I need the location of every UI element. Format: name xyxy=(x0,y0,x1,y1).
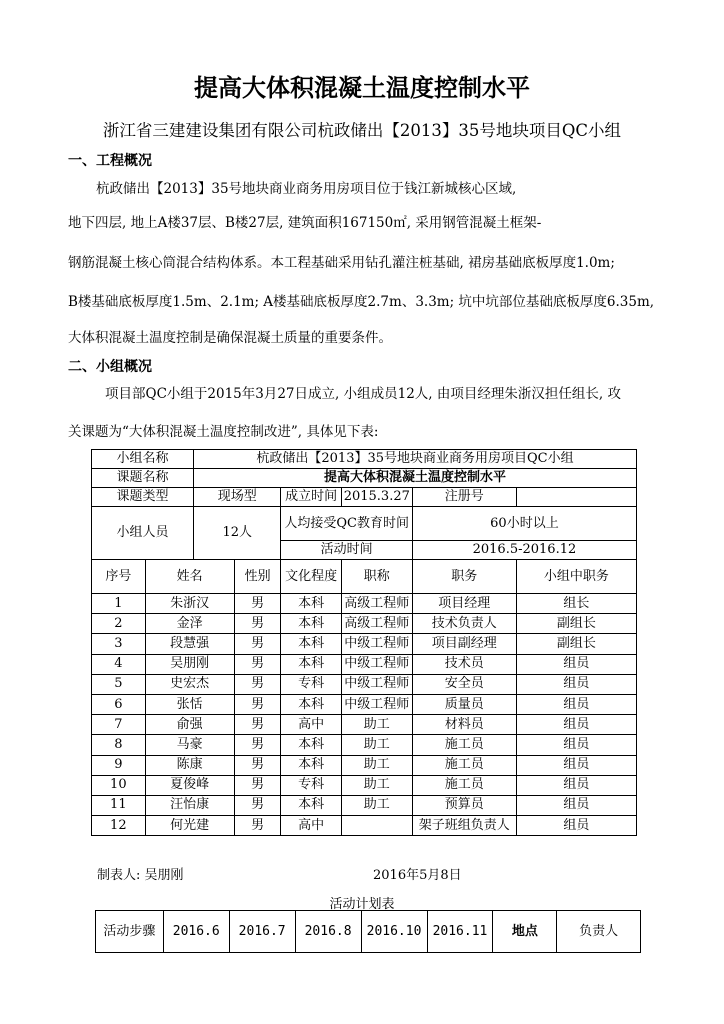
member-position: 施工员 xyxy=(412,775,516,795)
member-position: 项目副经理 xyxy=(412,634,516,654)
table-row xyxy=(92,755,637,775)
member-position: 质量员 xyxy=(412,694,516,714)
row-no: 5 xyxy=(92,674,146,694)
col-header-gender: 性别 xyxy=(234,560,281,594)
section1-line-4: B楼基础底板厚度1.5m、2.1m; A楼基础底板厚度2.7m、3.3m; 坑中坑部位基础底板厚度6.35m, xyxy=(68,294,655,310)
member-education: 本科 xyxy=(281,594,341,614)
plan-title: 活动计划表 xyxy=(329,897,395,912)
plan-date: 2016.7 xyxy=(229,911,295,953)
member-group-role: 副组长 xyxy=(516,634,636,654)
group-table xyxy=(91,449,637,836)
member-group-role: 组员 xyxy=(516,654,636,674)
table-row xyxy=(92,735,637,755)
members-label: 小组人员 xyxy=(92,507,194,560)
member-education: 专科 xyxy=(281,674,341,694)
member-title: 高级工程师 xyxy=(341,614,412,634)
row-no: 7 xyxy=(92,715,146,735)
training-label: 人均接受QC教育时间 xyxy=(281,507,412,541)
member-group-role: 组员 xyxy=(516,795,636,815)
member-gender: 男 xyxy=(234,775,281,795)
member-name: 陈康 xyxy=(145,755,234,775)
member-name: 夏俊峰 xyxy=(145,775,234,795)
member-gender: 男 xyxy=(234,715,281,735)
member-title: 中级工程师 xyxy=(341,634,412,654)
col-header-no: 序号 xyxy=(92,560,146,594)
col-header-group-role: 小组中职务 xyxy=(516,560,636,594)
plan-date: 2016.10 xyxy=(361,911,427,953)
page-title: 提高大体积混凝土温度控制水平 xyxy=(194,74,530,102)
member-position: 技术负责人 xyxy=(412,614,516,634)
plan-table xyxy=(95,910,641,953)
group-name-label: 小组名称 xyxy=(92,450,194,469)
member-position: 材料员 xyxy=(412,715,516,735)
group-name-value: 杭政储出【2013】35号地块商业商务用房项目QC小组 xyxy=(194,450,637,469)
founded-value: 2015.3.27 xyxy=(341,488,412,507)
topic-type-value: 现场型 xyxy=(194,488,281,507)
member-name: 史宏杰 xyxy=(145,674,234,694)
member-group-role: 组员 xyxy=(516,755,636,775)
member-name: 俞强 xyxy=(145,715,234,735)
row-no: 9 xyxy=(92,755,146,775)
member-title: 助工 xyxy=(341,775,412,795)
row-no: 2 xyxy=(92,614,146,634)
member-position: 技术员 xyxy=(412,654,516,674)
member-education: 高中 xyxy=(281,816,341,836)
topic-type-label: 课题类型 xyxy=(92,488,194,507)
member-education: 高中 xyxy=(281,715,341,735)
member-name: 张恬 xyxy=(145,694,234,714)
table-date: 2016年5月8日 xyxy=(373,868,462,883)
row-no: 3 xyxy=(92,634,146,654)
plan-date: 2016.8 xyxy=(295,911,361,953)
member-title: 中级工程师 xyxy=(341,654,412,674)
table-row xyxy=(92,816,637,836)
member-gender: 男 xyxy=(234,654,281,674)
row-no: 1 xyxy=(92,594,146,614)
section1-heading: 一、工程概况 xyxy=(68,153,152,169)
table-row xyxy=(92,634,637,654)
member-gender: 男 xyxy=(234,816,281,836)
member-group-role: 组长 xyxy=(516,594,636,614)
member-group-role: 组员 xyxy=(516,816,636,836)
member-name: 朱浙汉 xyxy=(145,594,234,614)
row-no: 10 xyxy=(92,775,146,795)
training-value: 60小时以上 xyxy=(412,507,636,541)
member-name: 金泽 xyxy=(145,614,234,634)
section1-line-5: 大体积混凝土温度控制是确保混凝土质量的重要条件。 xyxy=(68,330,392,346)
plan-location-label: 地点 xyxy=(493,911,557,953)
table-row xyxy=(92,694,637,714)
row-no: 11 xyxy=(92,795,146,815)
member-group-role: 副组长 xyxy=(516,614,636,634)
member-name: 何光建 xyxy=(145,816,234,836)
table-row xyxy=(92,674,637,694)
member-group-role: 组员 xyxy=(516,735,636,755)
member-position: 预算员 xyxy=(412,795,516,815)
table-row xyxy=(92,775,637,795)
row-no: 12 xyxy=(92,816,146,836)
member-group-role: 组员 xyxy=(516,775,636,795)
member-title: 助工 xyxy=(341,795,412,815)
member-name: 吴朋刚 xyxy=(145,654,234,674)
section2-line-2: 关课题为“大体积混凝土温度控制改进”, 具体见下表: xyxy=(68,424,379,440)
founded-label: 成立时间 xyxy=(281,488,341,507)
member-gender: 男 xyxy=(234,674,281,694)
member-education: 专科 xyxy=(281,775,341,795)
col-header-name: 姓名 xyxy=(145,560,234,594)
member-name: 汪怡康 xyxy=(145,795,234,815)
table-row xyxy=(92,654,637,674)
section1-line-1: 杭政储出【2013】35号地块商业商务用房项目位于钱江新城核心区域, xyxy=(96,181,517,197)
member-position: 安全员 xyxy=(412,674,516,694)
member-education: 本科 xyxy=(281,795,341,815)
plan-date: 2016.6 xyxy=(163,911,229,953)
page-subtitle: 浙江省三建建设集团有限公司杭政储出【2013】35号地块项目QC小组 xyxy=(102,121,622,140)
member-gender: 男 xyxy=(234,634,281,654)
member-position: 施工员 xyxy=(412,735,516,755)
member-position: 架子班组负责人 xyxy=(412,816,516,836)
table-row xyxy=(92,715,637,735)
member-education: 本科 xyxy=(281,735,341,755)
plan-owner-label: 负责人 xyxy=(557,911,641,953)
table-row xyxy=(92,614,637,634)
member-education: 本科 xyxy=(281,755,341,775)
member-gender: 男 xyxy=(234,614,281,634)
activity-value: 2016.5-2016.12 xyxy=(412,541,636,560)
register-label: 注册号 xyxy=(412,488,516,507)
member-name: 段慧强 xyxy=(145,634,234,654)
section1-line-3: 钢筋混凝土核心筒混合结构体系。本工程基础采用钻孔灌注桩基础, 裙房基础底板厚度1.0m; xyxy=(68,255,615,271)
row-no: 4 xyxy=(92,654,146,674)
member-education: 本科 xyxy=(281,694,341,714)
row-no: 6 xyxy=(92,694,146,714)
register-value xyxy=(516,488,636,507)
member-education: 本科 xyxy=(281,614,341,634)
member-group-role: 组员 xyxy=(516,674,636,694)
member-title: 助工 xyxy=(341,755,412,775)
col-header-education: 文化程度 xyxy=(281,560,341,594)
section1-line-2: 地下四层, 地上A楼37层、B楼27层, 建筑面积167150㎡, 采用钢管混凝土框架- xyxy=(68,215,542,231)
plan-date: 2016.11 xyxy=(427,911,493,953)
activity-label: 活动时间 xyxy=(281,541,412,560)
member-title: 助工 xyxy=(341,715,412,735)
table-row xyxy=(92,594,637,614)
member-title xyxy=(341,816,412,836)
member-gender: 男 xyxy=(234,795,281,815)
col-header-title: 职称 xyxy=(341,560,412,594)
member-group-role: 组员 xyxy=(516,715,636,735)
topic-label: 课题名称 xyxy=(92,469,194,488)
table-row xyxy=(92,795,637,815)
member-position: 项目经理 xyxy=(412,594,516,614)
member-gender: 男 xyxy=(234,755,281,775)
table-maker: 制表人: 吴朋刚 xyxy=(97,868,184,883)
members-count: 12人 xyxy=(194,507,281,560)
member-title: 中级工程师 xyxy=(341,694,412,714)
col-header-position: 职务 xyxy=(412,560,516,594)
member-rows xyxy=(92,594,637,836)
member-position: 施工员 xyxy=(412,755,516,775)
member-gender: 男 xyxy=(234,735,281,755)
member-education: 本科 xyxy=(281,654,341,674)
member-education: 本科 xyxy=(281,634,341,654)
section2-heading: 二、小组概况 xyxy=(68,359,152,375)
member-gender: 男 xyxy=(234,694,281,714)
plan-step-label: 活动步骤 xyxy=(96,911,164,953)
member-group-role: 组员 xyxy=(516,694,636,714)
member-name: 马豪 xyxy=(145,735,234,755)
member-title: 助工 xyxy=(341,735,412,755)
topic-value: 提高大体积混凝土温度控制水平 xyxy=(194,469,637,488)
row-no: 8 xyxy=(92,735,146,755)
member-title: 中级工程师 xyxy=(341,674,412,694)
section2-line-1: 项目部QC小组于2015年3月27日成立, 小组成员12人, 由项目经理朱浙汉担任组长, 攻 xyxy=(105,386,621,402)
member-gender: 男 xyxy=(234,594,281,614)
member-title: 高级工程师 xyxy=(341,594,412,614)
